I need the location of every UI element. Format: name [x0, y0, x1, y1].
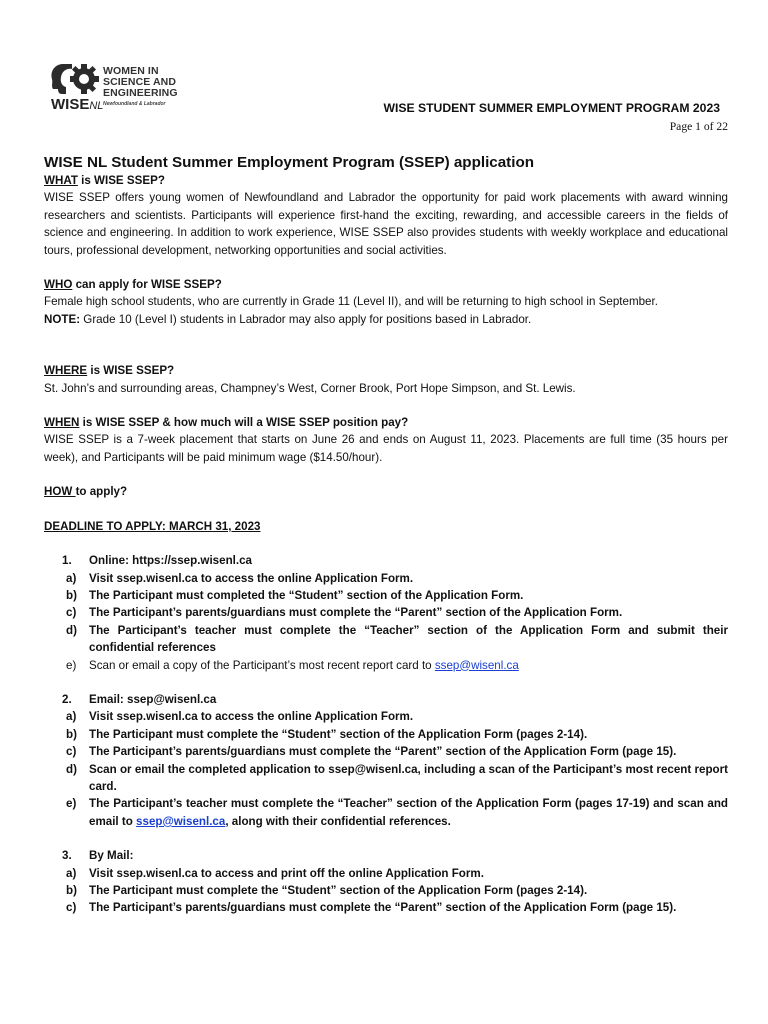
who-heading: WHO can apply for WISE SSEP?	[44, 278, 222, 292]
document-title: WISE NL Student Summer Employment Program (SSEP) application	[44, 154, 535, 171]
method-steps	[44, 570, 728, 674]
email-link[interactable]: ssep@wisenl.ca	[136, 814, 226, 828]
list-item: c) The Participant’s parents/guardians must complete the “Parent” section of the Application Form.	[66, 606, 623, 620]
list-item: a) Visit ssep.wisenl.ca to access the online Application Form.	[66, 571, 414, 585]
what-heading: WHAT is WISE SSEP?	[44, 174, 165, 187]
list-item: b) The Participant must completed the “Student” section of the Application Form.	[66, 588, 524, 602]
header-title: WISE STUDENT SUMMER EMPLOYMENT PROGRAM 2023	[383, 101, 720, 115]
wise-nl-logo	[48, 62, 198, 122]
list-item: e) Scan or email a copy of the Participant’s most recent report card to ssep@wisenl.ca	[66, 658, 519, 672]
email-link[interactable]: ssep@wisenl.ca	[434, 658, 519, 672]
method-title: 1. Online: https://ssep.wisenl.ca	[62, 554, 252, 568]
list-item: b) The Participant must complete the “Student” section of the Application Form (pages 2-14).	[66, 727, 588, 741]
page-number: Page 1 of 22	[669, 120, 728, 133]
list-item: e) The Participant’s teacher must complete the “Teacher” section of the Application Form (pages 17-19) and scan and email to ssep@wisenl.ca, along with their confidential references.	[66, 797, 728, 828]
list-item: a) Visit ssep.wisenl.ca to access the online Application Form.	[66, 710, 414, 724]
list-item: d) The Participant’s teacher must complete the “Teacher” section of the Application Form and submit their confidential references	[66, 623, 728, 655]
when-body: WISE SSEP is a 7-week placement that starts on June 26 and ends on August 11, 2023. Placements are full time (35 hours per week), and Participants will be paid minimum wage ($14.50/hour).	[44, 433, 728, 464]
logo-tagline: Newfoundland & Labrador	[103, 101, 166, 107]
logo-wise-wordmark: WISENL	[51, 96, 104, 113]
document-body	[44, 153, 728, 917]
who-note: NOTE: Grade 10 (Level I) students in Labrador may also apply for positions based in Labrador.	[44, 312, 532, 326]
list-item: c) The Participant’s parents/guardians must complete the “Parent” section of the Application Form (page 15).	[66, 745, 677, 759]
list-item: a) Visit ssep.wisenl.ca to access and print off the online Application Form.	[66, 866, 484, 880]
when-heading: WHEN is WISE SSEP & how much will a WISE SSEP position pay?	[44, 416, 409, 430]
list-item: b) The Participant must complete the “Student” section of the Application Form (pages 2-14).	[66, 884, 588, 897]
method-steps	[44, 865, 728, 917]
method-title: 3. By Mail:	[62, 849, 134, 863]
deadline: DEADLINE TO APPLY: MARCH 31, 2023	[44, 519, 261, 533]
how-heading: HOW to apply?	[44, 485, 128, 499]
logo-text: WOMEN IN SCIENCE AND ENGINEERING	[103, 65, 178, 99]
list-item: d) Scan or email the completed application to ssep@wisenl.ca, including a scan of the Participant’s most recent report card.	[66, 762, 728, 793]
what-body: WISE SSEP offers young women of Newfoundland and Labrador the opportunity for paid work placements with award winning researchers and scientists. Participants will experience first-hand the exciting, rewarding, and accessible careers in the fields of science and engineering. In addition to work experience, WISE SSEP also provides students with weekly workplace and educational tours, professional development, networking opportunities and social activities.	[44, 191, 728, 257]
method-email	[44, 691, 728, 830]
method-mail	[44, 847, 728, 917]
who-body: Female high school students, who are currently in Grade 11 (Level II), and will be returning to high school in September.	[44, 295, 658, 309]
where-heading: WHERE is WISE SSEP?	[44, 364, 175, 378]
where-body: St. John’s and surrounding areas, Champney’s West, Corner Brook, Port Hope Simpson, and St. Lewis.	[44, 381, 576, 395]
method-title: 2. Email: ssep@wisenl.ca	[62, 692, 217, 706]
list-item: c) The Participant’s parents/guardians must complete the “Parent” section of the Application Form (page 15).	[66, 901, 677, 915]
method-steps	[44, 708, 728, 830]
method-online	[44, 552, 728, 674]
